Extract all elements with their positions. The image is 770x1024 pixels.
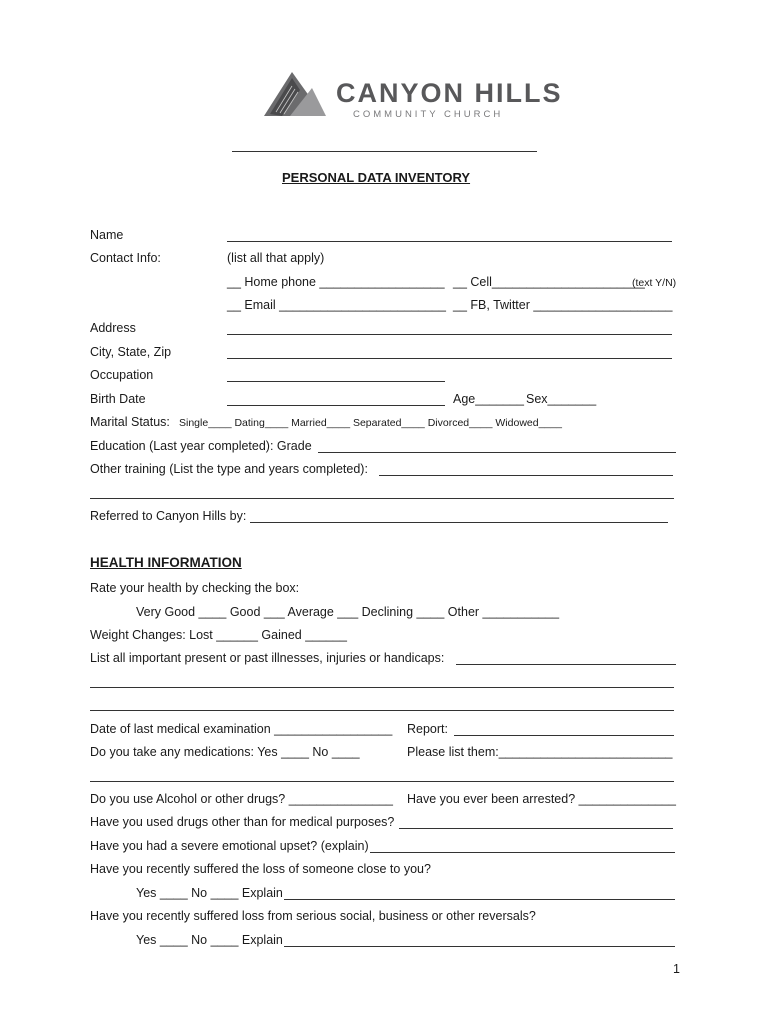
other-training-label: Other training (List the type and years completed): [90, 462, 368, 476]
rate-health-label: Rate your health by checking the box: [90, 581, 300, 595]
health-heading: HEALTH INFORMATION [90, 555, 242, 570]
age-field[interactable]: Age_______ [453, 392, 524, 406]
mountain-logo-icon [262, 70, 328, 118]
referred-label: Referred to Canyon Hills by: [90, 509, 247, 523]
report-label: Report: [407, 722, 448, 736]
city-field[interactable] [227, 358, 672, 359]
fb-twitter-field[interactable]: __ FB, Twitter ____________________ [453, 298, 673, 312]
logo-sub-text: COMMUNITY CHURCH [353, 109, 504, 120]
other-training-field-2[interactable] [90, 498, 674, 499]
arrested-field[interactable]: Have you ever been arrested? ______________ [407, 792, 676, 806]
rate-health-options[interactable]: Very Good ____ Good ___ Average ___ Declining ____ Other ___________ [136, 605, 560, 619]
page-number: 1 [673, 962, 680, 976]
emotional-field[interactable] [370, 852, 675, 853]
weight-changes[interactable]: Weight Changes: Lost ______ Gained ______ [90, 628, 347, 642]
city-label: City, State, Zip [90, 345, 172, 359]
drugs-other-label: Have you used drugs other than for medical purposes? [90, 815, 395, 829]
contact-label: Contact Info: [90, 251, 161, 265]
illnesses-label: List all important present or past illnesses, injuries or handicaps: [90, 651, 445, 665]
other-training-field[interactable] [379, 475, 673, 476]
text-yn-note: (text Y/N) [632, 277, 677, 289]
cell-field[interactable]: __ Cell______________________ [453, 275, 645, 289]
birth-label: Birth Date [90, 392, 146, 406]
loss-reversals-explain-field[interactable] [284, 946, 675, 947]
medications-field[interactable]: Do you take any medications: Yes ____ No ____ [90, 745, 360, 759]
loss-someone-yes-no[interactable]: Yes ____ No ____ Explain [136, 886, 283, 900]
logo-main-text: CANYON HILLS [336, 78, 563, 108]
medications-list-field[interactable] [90, 781, 674, 782]
emotional-label: Have you had a severe emotional upset? (explain) [90, 839, 369, 853]
education-field[interactable] [318, 452, 676, 453]
drugs-other-field[interactable] [399, 828, 673, 829]
address-label: Address [90, 321, 136, 335]
page-title: PERSONAL DATA INVENTORY [282, 170, 471, 185]
sex-field[interactable]: Sex_______ [526, 392, 597, 406]
report-field[interactable] [454, 735, 674, 736]
contact-hint: (list all that apply) [227, 251, 325, 265]
birth-date-field[interactable] [227, 405, 445, 406]
illnesses-field[interactable] [456, 664, 676, 665]
loss-reversals-yes-no[interactable]: Yes ____ No ____ Explain [136, 933, 283, 947]
referred-field[interactable] [250, 522, 668, 523]
alcohol-field[interactable]: Do you use Alcohol or other drugs? _______________ [90, 792, 394, 806]
illnesses-field-3[interactable] [90, 710, 674, 711]
email-field[interactable]: __ Email ________________________ [227, 298, 446, 312]
name-field[interactable] [227, 241, 672, 242]
illnesses-field-2[interactable] [90, 687, 674, 688]
occupation-field[interactable] [227, 381, 445, 382]
loss-someone-explain-field[interactable] [284, 899, 675, 900]
name-label: Name [90, 228, 124, 242]
marital-label: Marital Status: [90, 415, 170, 429]
occupation-label: Occupation [90, 368, 154, 382]
please-list-field[interactable]: Please list them:_________________________ [407, 745, 673, 759]
address-field[interactable] [227, 334, 672, 335]
last-exam-field[interactable]: Date of last medical examination _________________ [90, 722, 393, 736]
education-label: Education (Last year completed): Grade [90, 439, 312, 453]
loss-reversals-label: Have you recently suffered loss from serious social, business or other reversals? [90, 909, 536, 923]
loss-someone-label: Have you recently suffered the loss of someone close to you? [90, 862, 431, 876]
header-rule [232, 151, 537, 152]
marital-options[interactable]: Single____ Dating____ Married____ Separated____ Divorced____ Widowed____ [179, 417, 562, 429]
home-phone-field[interactable]: __ Home phone __________________ [227, 275, 445, 289]
